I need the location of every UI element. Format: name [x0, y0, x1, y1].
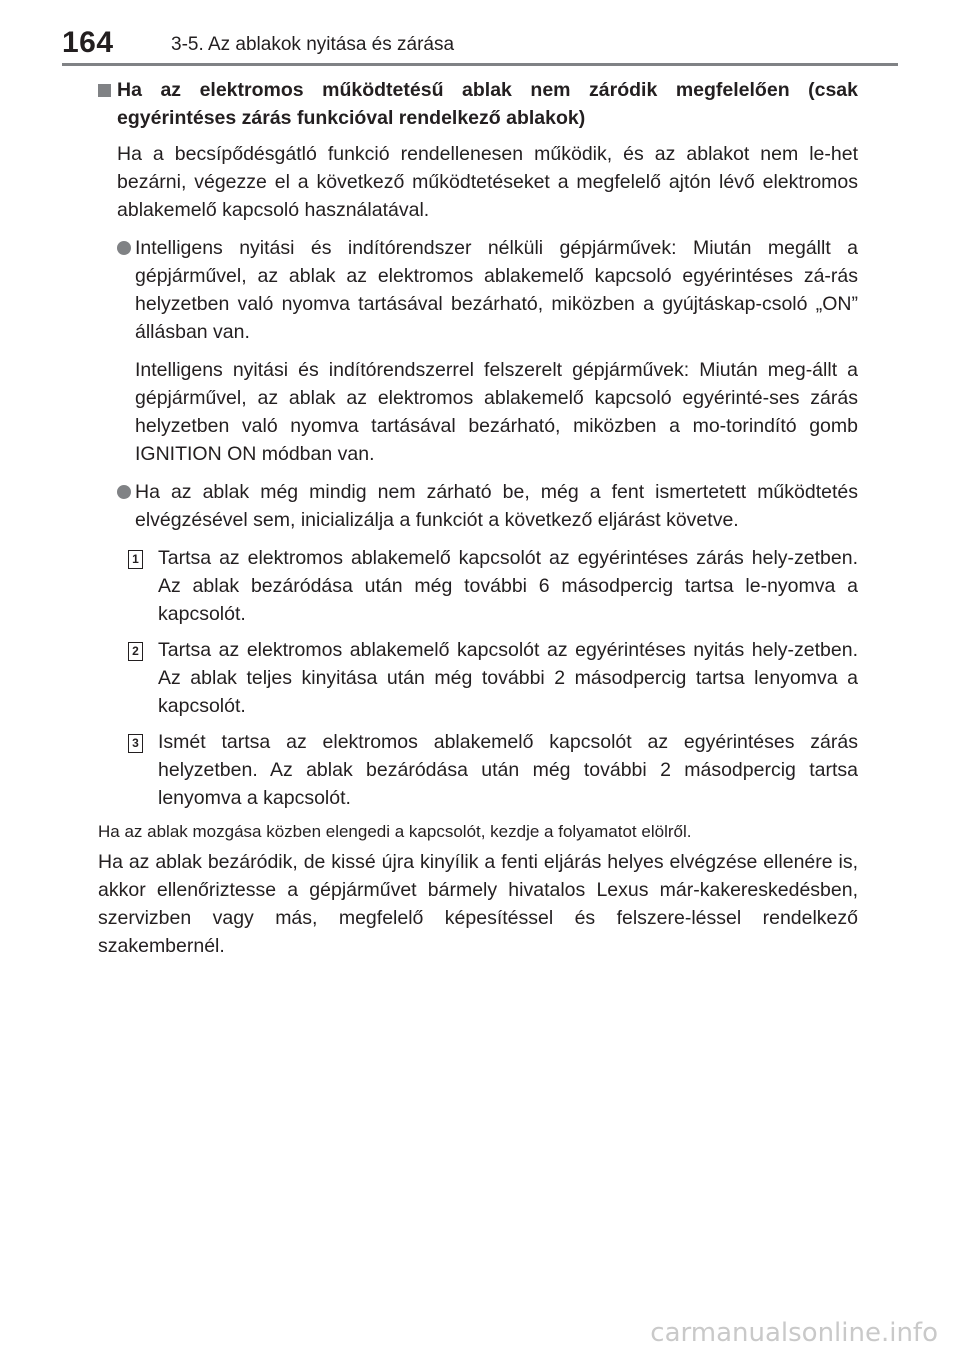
small-note: Ha az ablak mozgása közben elengedi a kapcsolót, kezdje a folyamatot elölről. [98, 822, 692, 841]
circle-bullet-icon [117, 485, 131, 499]
bullet-item [98, 478, 858, 534]
page-header [62, 26, 898, 66]
watermark-text: carmanualsonline.info [650, 1318, 938, 1348]
page-number: 164 [62, 26, 114, 59]
step-number-box: 1 [128, 550, 143, 569]
bullet-text: Ha az ablak még mindig nem zárható be, még a fent ismertetett működtetés elvégzésével sem, inicializálja a funkciót a következő eljárást követve. [135, 481, 858, 531]
step-item [98, 728, 858, 812]
square-bullet-icon [98, 84, 111, 97]
step-item [98, 636, 858, 720]
step-text: Tartsa az elektromos ablakemelő kapcsolót az egyérintéses zárás hely-zetben. Az ablak bezáródása után még további 6 másodpercig tartsa le-nyomva a kapcsolót. [158, 547, 858, 625]
heading-text: Ha az elektromos működtetésű ablak nem záródik megfelelően (csak egyérintéses zárás funkcióval rendelkező ablakok) [117, 79, 858, 129]
section-title: 3-5. Az ablakok nyitása és zárása [171, 34, 455, 55]
step-item [98, 544, 858, 628]
step-text: Ismét tartsa az elektromos ablakemelő kapcsolót az egyérintéses zárás helyzetben. Az ablak bezáródása után még további 2 másodpercig tartsa lenyomva a kapcsolót. [158, 731, 858, 809]
step-number-box: 3 [128, 734, 143, 753]
bullet-continuation: Intelligens nyitási és indítórendszerrel felszerelt gépjárművek: Miután meg-állt a gépjárművel, az ablak az elektromos ablakemelő kapcsoló egyérinté-ses zárás helyzetben való nyomva tartásával bezárható, miközben a mo-torindító gomb IGNITION ON módban van. [135, 359, 858, 465]
step-text: Tartsa az elektromos ablakemelő kapcsolót az egyérintéses nyitás hely-zetben. Az ablak teljes kinyitása után még további 2 másodpercig tartsa lenyomva a kapcsolót. [158, 639, 858, 717]
header-rule [62, 63, 898, 66]
bullet-text: Intelligens nyitási és indítórendszer nélküli gépjárművek: Miután megállt a gépjárművel, az ablak az elektromos ablakemelő kapcsoló egyérintéses zá-rás helyzetben való nyomva tartásával bezárható, miközben a gyújtáskap-csoló „ON” állásban van. [135, 237, 858, 343]
subsection-heading [98, 76, 858, 132]
page-content [98, 76, 858, 960]
circle-bullet-icon [117, 241, 131, 255]
step-number-box: 2 [128, 642, 143, 661]
intro-paragraph: Ha a becsípődésgátló funkció rendellenesen működik, és az ablakot nem le-het bezárni, végezze el a következő működtetéseket a megfelelő ajtón lévő elektromos ablakemelő kapcsoló használatával. [117, 143, 858, 221]
bullet-item [98, 234, 858, 346]
final-note: Ha az ablak bezáródik, de kissé újra kinyílik a fenti eljárás helyes elvégzése ellenére is, akkor ellenőriztesse a gépjárművet bármely hivatalos Lexus már-kakereskedésben, szervizben vagy más, megfelelő képesítéssel és felszere-léssel rendelkező szakembernél. [98, 851, 858, 957]
